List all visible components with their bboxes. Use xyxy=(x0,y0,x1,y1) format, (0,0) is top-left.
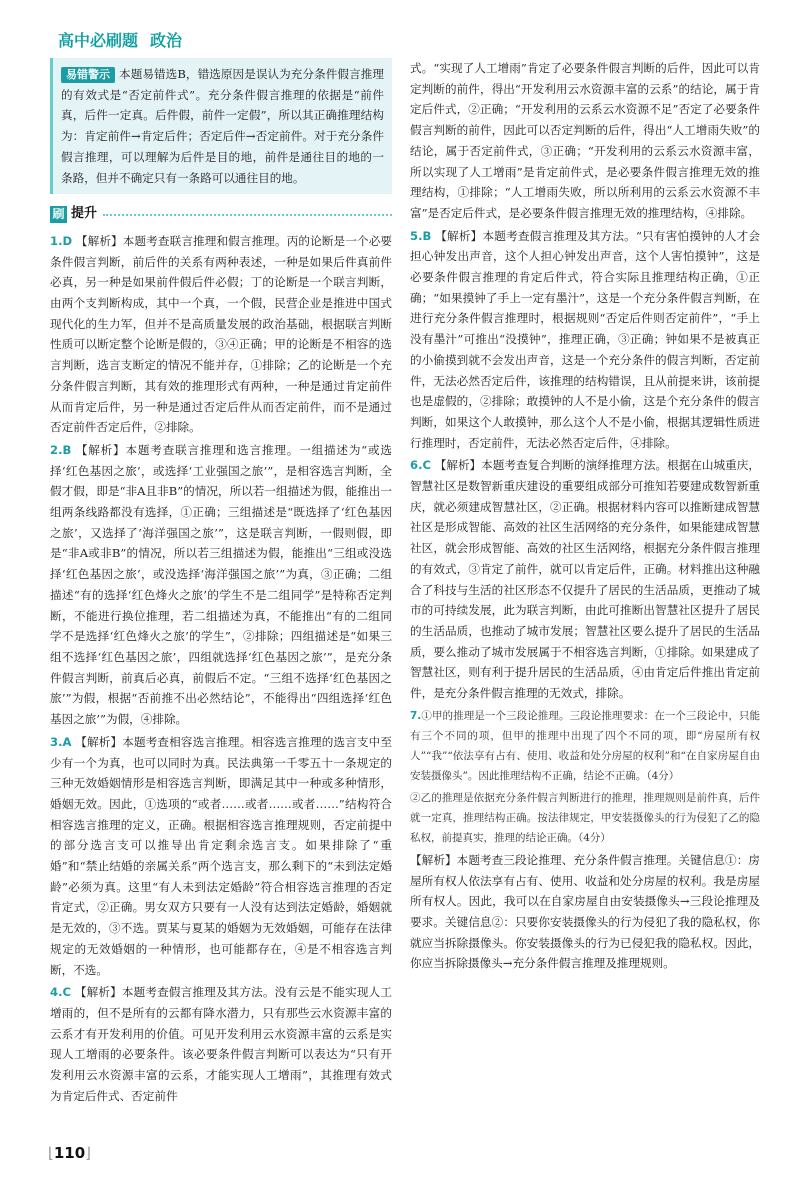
running-header xyxy=(58,28,182,51)
answer-number: 6.C xyxy=(410,458,431,473)
error-warning-text: 本题易错选B，错选原因是误认为充分条件假言推理的有效式是“否定前件式”。充分条件假言推理的依据是“前件真，后件一定真。后件假，前件一定假”，所以其正确推理结构为：肯定前件→肯定后件；否定后件→否定前件。对于充分条件假言推理，可以理解为后件是目的地，前件是通往目的地的一条路，但并不确定只有一条路可以通往目的地。 xyxy=(61,67,384,185)
answer-number: 1.D xyxy=(50,233,73,248)
answer-text: 【解析】本题考查假言推理及其方法。“只有害怕摸钟的人才会担心钟发出声音，这个人担心钟发出声音，这个人害怕摸钟”，这是必要条件假言推理的肯定后件式，符合实际且推理结构正确，①正确；“如果摸钟了手上一定有墨汁”，这是一个充分条件假言判断，在进行充分条件假言推理时，根据规则“否定后件则否定前件”，“手上没有墨汁”可推出“没摸钟”，推理正确，③正确；钟如果不是被真正的小偷摸到就不会发出声音，这是一个充分条件的假言判断，否定前件，无法必然否定后件，该推理的结构错误，且从前提来讲，该前提也是虚假的，②排除；敢摸钟的人不是小偷，这是个充分条件的假言判断，如果这个人敢摸钟，那么这个人不是小偷，根据其逻辑性质进行推理时，否定前件，无法必然否定后件，④排除。 xyxy=(410,228,760,450)
analysis-text: 【解析】本题考查三段论推理、充分条件假言推理。关键信息①：房屋所有权人依法享有占有、使用、收益和处分房屋的权利。我是房屋所有权人。因此，我可以在自家房屋自由安装摄像头→三段论推理及要求。关键信息②：只要你安装摄像头的行为侵犯了我的隐私权，你就应当拆除摄像头。你安装摄像头的行为已侵犯我的隐私权。因此，你应当拆除摄像头→充分条件假言推理及推理规则。 xyxy=(410,852,760,971)
answer-number: 5.B xyxy=(410,228,432,243)
answer-number: 7. xyxy=(410,709,422,722)
answer-number: 4.C xyxy=(50,985,71,1000)
page-number: ⌊110⌋ xyxy=(48,1144,92,1162)
answer-item xyxy=(50,732,392,980)
answer-item xyxy=(50,231,392,438)
subject-title: 政治 xyxy=(150,31,183,50)
answer-item xyxy=(50,982,392,1106)
book-title: 高中必刷题 xyxy=(58,31,139,50)
answer-item-7-analysis xyxy=(410,850,760,974)
section-mark: 刷 xyxy=(50,206,67,223)
error-warning-badge: 易错警示 xyxy=(61,67,115,83)
answer-item xyxy=(410,226,760,454)
section-divider xyxy=(103,214,392,216)
section-title: 提升 xyxy=(71,206,98,222)
right-column xyxy=(410,58,760,976)
answer-text: 【解析】本题考查假言推理及其方法。没有云是不能实现人工增雨的，但不是所有的云都有降水潜力，只有那些云水资源丰富的云系才有开发利用的价值。可见开发利用云水资源丰富的云系是实现人工增雨的必要条件。该必要条件假言判断可以表达为“只有开发利用云水资源丰富的云系，才能实现人工增雨”，其推理有效式为肯定后件式、否定前件 xyxy=(50,985,392,1103)
answer-item-7-part2 xyxy=(410,788,760,848)
error-warning-box xyxy=(50,58,392,194)
answer-text: 【解析】本题考查相容选言推理。相容选言推理的选言支中至少有一个为真，也可以同时为真。民法典第一千零五十一条规定的三种无效婚姻情形是相容选言判断，即满足其中一种或多种情形，婚姻无效。因此，①选项的“或者……或者……或者……”结构符合相容选言推理的定义，正确。根据相容选言推理规则，否定前提中的部分选言支可以推导出肯定剩余选言支。如果排除了“重婚”和“禁止结婚的亲属关系”两个选言支，那么剩下的“未到法定婚龄”必须为真。这里“有人未到法定婚龄”符合相容选言推理的否定肯定式，②正确。男女双方只要有一人没有达到法定婚龄，婚姻就是无效的，③不选。贾某与夏某的婚姻为无效婚姻，可能存在法律规定的无效婚姻的一种情形，也可能都存在，④是不相容选言判断，不选。 xyxy=(50,734,392,977)
answer-item xyxy=(410,58,760,224)
section-heading xyxy=(50,204,392,225)
left-column xyxy=(50,58,392,1108)
answer-item xyxy=(410,455,760,703)
handwritten-answer-2: ②乙的推理是依据充分条件假言判断进行的推理，推理规则是前件真，后件就一定真，推理结构正确。按法律规定，甲安装摄像头的行为侵犯了乙的隐私权，前提真实，推理的结论正确。（4分） xyxy=(410,791,760,844)
answer-number: 2.B xyxy=(50,442,72,457)
answer-number: 3.A xyxy=(50,734,72,749)
answer-text: 【解析】本题考查联言推理和选言推理。一组描述为“或选择‘红色基因之旅’，或选择‘工业强国之旅’”，是相容选言判断，全假才假，即是“非A且非B”的情况，所以若一组描述为假，能推出一组两条线路都没有选择，①正确；三组描述是“既选择了‘红色基因之旅’，又选择了‘海洋强国之旅’”，这是联言判断，一假则假，即是“非A或非B”的情况，所以若三组描述为假，能推出“三组或没选择‘红色基因之旅’，或没选择‘海洋强国之旅’”为真，③正确；二组描述“有的选择‘红色烽火之旅’的学生不是二组同学”是特称否定判断，不能进行换位推理，若二组描述为真，不能推出“有的二组同学不是选择‘红色烽火之旅’的学生”，②排除；四组描述是“如果三组不选择‘红色基因之旅’，四组就选择‘红色基因之旅’”，是充分条件假言判断，前真后必真，前假后不定。“三组不选择‘红色基因之旅’”为假，根据“否前推不出必然结论”，不能得出“四组选择‘红色基因之旅’”为假，④排除。 xyxy=(50,442,393,727)
answer-text: 【解析】本题考查复合判断的演绎推理方法。根据在山城重庆，智慧社区是数智新重庆建设的重要组成部分可推知若要建成数智新重庆，就必须建成智慧社区，②正确。根据材料内容可以推断建成智慧社区是形成智能、高效的社区生活网络的充分条件，如果能建成智慧社区，就会形成智能、高效的社区生活网络，根据充分条件假言推理的有效式，③肯定了前件，就可以肯定后件，正确。材料推出这种融合了科技与生活的社区形态不仅提升了居民的生活品质，更推动了城市的可持续发展，此为联言判断，由此可推断出智慧社区提升了居民的生活品质，也推动了城市发展；智慧社区要么提升了居民的生活品质，要么推动了城市发展属于不相容选言判断，①排除。如果建成了智慧社区，则有利于提升居民的生活品质，④由肯定后件推出肯定前件，是充分条件假言推理的无效式，排除。 xyxy=(410,458,760,701)
answer-item-7-part1 xyxy=(410,706,760,786)
handwritten-answer-1: ①甲的推理是一个三段论推理。三段论推理要求：在一个三段论中，只能有三个不同的项，但甲的推理中出现了四个不同的项，即“房屋所有权人”“我”“依法享有占有、使用、收益和处分房屋的权利”和“在自家房屋自由安装摄像头”。因此推理结构不正确，结论不正确。（4分） xyxy=(410,709,760,782)
answer-item xyxy=(50,440,392,730)
answer-text: 式。“实现了人工增雨”肯定了必要条件假言判断的后件，因此可以肯定判断的前件，得出“开发利用云水资源丰富的云系”的结论，属于肯定后件式，②正确；“开发利用的云系云水资源不足”否定了必要条件假言判断的前件，因此可以否定判断的后件，得出“人工增雨失败”的结论，属于否定前件式，③正确；“开发利用的云系云水资源丰富，所以实现了人工增雨”是肯定前件式，是必要条件假言推理无效的推理结构，①排除；“人工增雨失败，所以所利用的云系云水资源不丰富”是否定后件式，是必要条件假言推理无效的推理结构，④排除。 xyxy=(410,61,760,220)
answer-text: 【解析】本题考查联言推理和假言推理。丙的论断是一个必要条件假言判断，前后件的关系有两种表述，一种是如果后件真前件必真，另一种是如果前件假后件必假；丁的论断是一个联言判断，由两个支判断构成，其中一个真，一个假，民营企业是推进中国式现代化的生力军，但并不是高质量发展的政治基础，根据联言判断性质可以断定整个论断是假的，③④正确；甲的论断是不相容的选言判断，选言支断定的情况不能并存，①排除；乙的论断是一个充分条件假言判断，其有效的推理形式有两种，一种是通过肯定前件从而肯定后件，另一种是通过否定后件从而否定前件，而不是通过否定前件否定后件，②排除。 xyxy=(50,233,392,435)
